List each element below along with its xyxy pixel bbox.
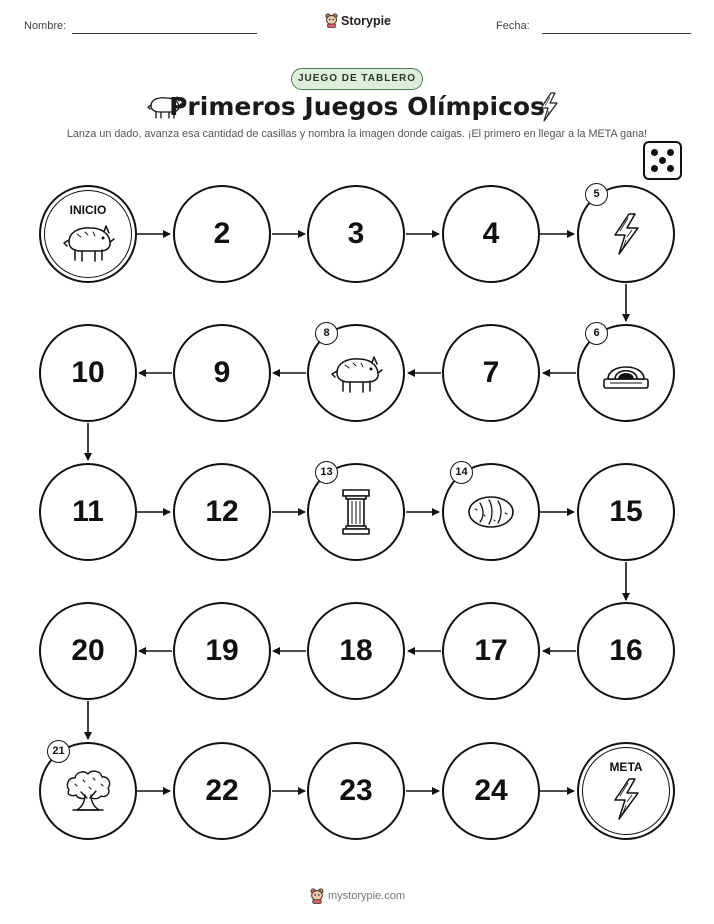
board-cell-23: [307, 742, 405, 840]
board-cell-11: [39, 463, 137, 561]
instructions: Lanza un dado, avanza esa cantidad de casillas y nombra la imagen donde caigas. ¡El primero en llegar a la META gana!: [66, 128, 648, 140]
cell-number: 23: [339, 774, 373, 807]
storypie-mascot-icon: [310, 888, 324, 904]
cell-number: 17: [474, 634, 508, 667]
lightning-bolt-icon: [610, 212, 642, 261]
olive-tree-icon: [63, 768, 113, 819]
cell-number: 12: [205, 495, 239, 528]
cell-number: 7: [482, 356, 500, 389]
board-cell-16: [577, 602, 675, 700]
goal-label: META: [609, 760, 643, 774]
board-cell-20: [39, 602, 137, 700]
board-cell-24: [442, 742, 540, 840]
cell-number-badge: 21: [47, 740, 70, 763]
boar-icon: [329, 351, 383, 400]
board-cell-2: [173, 185, 271, 283]
board-cell-12: [173, 463, 271, 561]
brand-name: Storypie: [341, 13, 392, 28]
board-cell-9: [173, 324, 271, 422]
board-cell-22: [173, 742, 271, 840]
cell-number: 10: [71, 356, 105, 389]
cell-number: 4: [482, 217, 500, 250]
lightning-bolt-icon: [610, 777, 642, 826]
page-title: Primeros Juegos Olímpicos: [169, 92, 545, 121]
start-label: INICIO: [69, 203, 107, 217]
cell-number: 20: [71, 634, 105, 667]
cell-number: 2: [213, 217, 231, 250]
cell-number: 24: [474, 774, 508, 807]
board-cell-10: [39, 324, 137, 422]
bread-icon: [466, 493, 516, 536]
oven-icon: [602, 355, 650, 396]
cell-number: 9: [213, 356, 231, 389]
name-label: Nombre:: [24, 20, 67, 32]
board-cell-19: [173, 602, 271, 700]
board-cell-25: [577, 742, 675, 840]
board-cell-17: [442, 602, 540, 700]
cell-number: 3: [347, 217, 365, 250]
board-cell-15: [577, 463, 675, 561]
cell-number: 11: [72, 495, 104, 528]
board-cell-18: [307, 602, 405, 700]
cell-number-badge: 8: [315, 322, 338, 345]
cell-number: 16: [609, 634, 643, 667]
cell-number: 18: [339, 634, 373, 667]
cell-number: 15: [609, 495, 643, 528]
board-cell-3: [307, 185, 405, 283]
board-cell-4: [442, 185, 540, 283]
board-cell-7: [442, 324, 540, 422]
footer-site[interactable]: mystorypie.com: [328, 890, 406, 902]
column-icon: [341, 488, 371, 541]
cell-number-badge: 5: [585, 183, 608, 206]
board-cell-1: [39, 185, 137, 283]
cell-number-badge: 6: [585, 322, 608, 345]
date-label: Fecha:: [496, 20, 530, 32]
cell-number: 22: [205, 774, 239, 807]
footer-brand: [310, 888, 405, 904]
category-tag: JUEGO DE TABLERO: [291, 68, 423, 90]
cell-number-badge: 13: [315, 461, 338, 484]
cell-number-badge: 14: [450, 461, 473, 484]
boar-icon: [61, 220, 115, 269]
cell-number: 19: [205, 634, 239, 667]
